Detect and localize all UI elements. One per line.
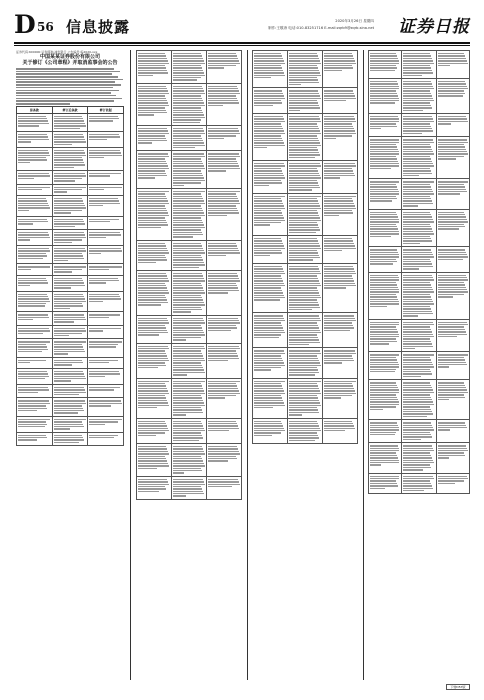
table-cell	[436, 380, 469, 420]
table-cell	[253, 418, 288, 444]
table-cell	[287, 193, 323, 235]
table-cell	[88, 368, 124, 384]
table-row	[17, 384, 124, 398]
masthead-rule-thin	[14, 45, 470, 46]
table-cell	[207, 418, 242, 444]
table-cell	[207, 240, 242, 270]
table-cell	[88, 291, 124, 312]
table-cell	[171, 418, 207, 444]
table-cell	[207, 378, 242, 418]
table-cell	[253, 113, 288, 160]
table-row	[17, 339, 124, 357]
table-cell	[17, 147, 53, 170]
table-row	[17, 312, 124, 326]
table-cell	[52, 246, 88, 264]
table-cell	[17, 264, 53, 275]
page-number: 56	[37, 20, 54, 34]
table-cell	[402, 179, 436, 209]
continuation-stamp: 下转D57版	[446, 684, 470, 690]
table-cell	[52, 113, 88, 131]
table-row	[369, 113, 470, 136]
table-cell	[17, 357, 53, 368]
table-cell	[52, 432, 88, 446]
table-cell	[402, 420, 436, 443]
table-cell	[88, 275, 124, 291]
table-row	[137, 378, 242, 418]
table-cell	[88, 184, 124, 195]
table-row	[369, 179, 470, 209]
table-cell	[436, 179, 469, 209]
table-cell	[253, 263, 288, 312]
table-cell	[436, 272, 469, 319]
table-cell	[88, 131, 124, 147]
table-row	[17, 325, 124, 339]
table-cell	[17, 432, 53, 446]
table-row	[17, 184, 124, 195]
table-cell	[137, 51, 172, 84]
table-row	[253, 348, 358, 378]
table-row	[253, 51, 358, 88]
table-cell	[436, 352, 469, 380]
table-cell	[171, 188, 207, 240]
table-cell	[88, 230, 124, 246]
table-cell	[436, 420, 469, 443]
table-row	[137, 418, 242, 444]
table-row	[137, 315, 242, 343]
column-4	[368, 50, 470, 680]
table-cell	[88, 113, 124, 131]
table-cell	[17, 384, 53, 398]
table-cell	[17, 275, 53, 291]
table-cell	[137, 151, 172, 188]
table-cell	[17, 291, 53, 312]
table-cell	[207, 343, 242, 378]
table-cell	[287, 88, 323, 114]
table-row	[369, 319, 470, 352]
table-row	[137, 151, 242, 188]
table-row	[17, 246, 124, 264]
table-cell	[52, 216, 88, 230]
table-cell	[287, 235, 323, 263]
table-cell	[436, 51, 469, 79]
table-cell	[253, 348, 288, 378]
table-cell	[436, 209, 469, 246]
table-cell	[171, 343, 207, 378]
table-cell	[52, 264, 88, 275]
table-cell	[88, 357, 124, 368]
table-cell	[17, 368, 53, 384]
table-cell	[88, 216, 124, 230]
table-cell	[52, 339, 88, 357]
table-cell	[52, 416, 88, 432]
table-row	[369, 420, 470, 443]
table-cell	[436, 473, 469, 494]
table-cell	[88, 339, 124, 357]
table-cell	[137, 476, 172, 499]
table-cell	[402, 272, 436, 319]
table-cell	[17, 339, 53, 357]
table-cell	[52, 312, 88, 326]
table-cell	[323, 88, 358, 114]
table-cell	[287, 378, 323, 418]
column-1	[16, 50, 124, 680]
table-cell	[52, 398, 88, 416]
table-cell	[207, 151, 242, 188]
amendment-table-cont	[252, 50, 358, 444]
page-letter: D	[14, 10, 36, 39]
table-cell	[369, 137, 402, 179]
amendment-table	[16, 106, 124, 447]
table-cell	[52, 131, 88, 147]
table-row	[137, 83, 242, 125]
table-cell	[436, 78, 469, 113]
table-cell	[436, 319, 469, 352]
table-cell	[17, 131, 53, 147]
table-cell	[207, 476, 242, 499]
table-cell	[402, 247, 436, 273]
table-row	[17, 398, 124, 416]
table-row	[17, 291, 124, 312]
table-row	[137, 476, 242, 499]
table-cell	[171, 83, 207, 125]
table-cell	[17, 398, 53, 416]
table-row	[17, 264, 124, 275]
table-row	[369, 51, 470, 79]
table-cell	[207, 271, 242, 316]
table-cell	[52, 368, 88, 384]
table-cell	[137, 271, 172, 316]
amendment-table-cont	[136, 50, 242, 500]
table-row	[369, 272, 470, 319]
section-title: 信息披露	[66, 18, 131, 36]
table-cell	[137, 343, 172, 378]
table-cell	[52, 230, 88, 246]
table-cell	[369, 319, 402, 352]
table-cell	[369, 352, 402, 380]
table-row	[369, 247, 470, 273]
notice-title: 关于修订《公司章程》并取消监事会的公告	[22, 60, 118, 66]
table-cell	[402, 380, 436, 420]
table-row	[137, 51, 242, 84]
table-row	[369, 137, 470, 179]
table-cell	[369, 51, 402, 79]
table-row	[253, 418, 358, 444]
table-cell	[402, 209, 436, 246]
table-row	[17, 147, 124, 170]
table-row	[17, 357, 124, 368]
table-cell	[207, 83, 242, 125]
table-cell	[207, 444, 242, 477]
table-cell	[17, 230, 53, 246]
table-cell	[171, 315, 207, 343]
table-cell	[207, 51, 242, 84]
table-cell	[137, 188, 172, 240]
table-cell	[402, 443, 436, 473]
table-cell	[436, 137, 469, 179]
table-cell	[369, 247, 402, 273]
table-cell	[369, 179, 402, 209]
table-cell	[253, 88, 288, 114]
table-cell	[287, 348, 323, 378]
table-cell	[253, 378, 288, 418]
table-cell	[52, 325, 88, 339]
table-row	[253, 193, 358, 235]
table-cell	[52, 171, 88, 185]
table-cell	[287, 113, 323, 160]
table-cell	[207, 125, 242, 151]
table-cell	[402, 78, 436, 113]
table-cell	[323, 348, 358, 378]
table-cell	[253, 313, 288, 348]
table-cell	[323, 113, 358, 160]
column-divider	[363, 50, 364, 680]
table-cell	[171, 125, 207, 151]
table-cell	[436, 443, 469, 473]
table-cell	[137, 240, 172, 270]
table-cell	[88, 147, 124, 170]
amendment-table-cont	[368, 50, 470, 494]
table-header-basis: 修订依据	[88, 106, 124, 113]
table-row	[17, 131, 124, 147]
table-cell	[17, 312, 53, 326]
table-row	[17, 113, 124, 131]
table-cell	[171, 240, 207, 270]
table-row	[253, 235, 358, 263]
masthead	[14, 12, 470, 40]
table-cell	[369, 443, 402, 473]
table-row	[137, 444, 242, 477]
table-row	[17, 216, 124, 230]
table-cell	[137, 125, 172, 151]
table-cell	[323, 418, 358, 444]
table-cell	[52, 357, 88, 368]
table-cell	[287, 418, 323, 444]
table-cell	[137, 83, 172, 125]
table-row	[253, 161, 358, 194]
table-cell	[369, 113, 402, 136]
table-cell	[88, 195, 124, 216]
table-cell	[52, 291, 88, 312]
table-header-revised: 修订后条款	[52, 106, 88, 113]
table-row	[137, 188, 242, 240]
table-cell	[253, 161, 288, 194]
table-cell	[323, 263, 358, 312]
table-cell	[52, 384, 88, 398]
table-cell	[88, 312, 124, 326]
table-cell	[323, 161, 358, 194]
table-cell	[52, 147, 88, 170]
table-cell	[369, 380, 402, 420]
table-row	[17, 432, 124, 446]
table-cell	[52, 184, 88, 195]
table-cell	[137, 315, 172, 343]
table-cell	[88, 171, 124, 185]
table-header-original: 原条款	[17, 106, 53, 113]
table-row	[137, 125, 242, 151]
table-cell	[171, 271, 207, 316]
table-cell	[17, 216, 53, 230]
table-cell	[171, 51, 207, 84]
table-row	[253, 113, 358, 160]
table-row	[137, 343, 242, 378]
table-cell	[369, 473, 402, 494]
table-cell	[52, 275, 88, 291]
table-cell	[402, 473, 436, 494]
table-row	[17, 230, 124, 246]
table-cell	[17, 171, 53, 185]
table-cell	[402, 352, 436, 380]
editor-line: 制作:王敬涛 电话:010-83251716 E-mail:zqrb9@zqrb.sina.net	[267, 26, 374, 30]
table-cell	[369, 209, 402, 246]
column-divider	[247, 50, 248, 680]
table-cell	[287, 313, 323, 348]
table-row	[137, 240, 242, 270]
column-2	[136, 50, 242, 680]
table-cell	[287, 263, 323, 312]
table-cell	[323, 51, 358, 88]
table-cell	[253, 193, 288, 235]
table-cell	[137, 418, 172, 444]
table-row	[253, 263, 358, 312]
table-cell	[137, 444, 172, 477]
table-cell	[52, 195, 88, 216]
table-cell	[207, 315, 242, 343]
table-cell	[17, 184, 53, 195]
table-cell	[402, 51, 436, 79]
table-cell	[323, 235, 358, 263]
table-cell	[323, 313, 358, 348]
table-row	[369, 209, 470, 246]
table-row	[17, 368, 124, 384]
table-cell	[88, 264, 124, 275]
table-row	[369, 473, 470, 494]
column-divider	[130, 50, 131, 680]
table-cell	[88, 325, 124, 339]
table-cell	[17, 246, 53, 264]
table-cell	[369, 272, 402, 319]
table-row	[253, 313, 358, 348]
table-row	[17, 171, 124, 185]
table-row	[369, 380, 470, 420]
table-cell	[88, 432, 124, 446]
table-cell	[323, 193, 358, 235]
table-row	[17, 275, 124, 291]
table-cell	[253, 235, 288, 263]
table-cell	[137, 378, 172, 418]
table-row	[253, 378, 358, 418]
table-row	[17, 195, 124, 216]
table-cell	[88, 246, 124, 264]
table-cell	[402, 113, 436, 136]
table-row	[253, 88, 358, 114]
table-cell	[323, 378, 358, 418]
table-cell	[369, 420, 402, 443]
table-cell	[88, 416, 124, 432]
masthead-rule	[14, 42, 470, 44]
table-cell	[436, 247, 469, 273]
table-cell	[88, 398, 124, 416]
table-cell	[402, 137, 436, 179]
table-cell	[88, 384, 124, 398]
table-row	[369, 352, 470, 380]
table-cell	[171, 476, 207, 499]
intro-text	[16, 68, 124, 105]
column-3	[252, 50, 358, 680]
table-row	[369, 443, 470, 473]
table-cell	[171, 151, 207, 188]
table-row	[369, 78, 470, 113]
table-cell	[287, 51, 323, 88]
table-cell	[17, 195, 53, 216]
table-cell	[253, 51, 288, 88]
table-cell	[436, 113, 469, 136]
table-cell	[17, 416, 53, 432]
date-line: 2020年3月26日 星期四	[335, 19, 374, 23]
table-cell	[17, 113, 53, 131]
paper-name: 证券日报	[398, 17, 470, 37]
table-cell	[171, 378, 207, 418]
company-name: 中国某某证券股份有限公司	[39, 54, 100, 60]
header-meta: 证券代码:600000 证券简称:浦发银行 公告编号:临2020-xxx	[16, 50, 98, 54]
table-row	[17, 416, 124, 432]
table-cell	[17, 325, 53, 339]
table-cell	[287, 161, 323, 194]
table-row	[137, 271, 242, 316]
table-cell	[402, 319, 436, 352]
table-cell	[207, 188, 242, 240]
table-cell	[369, 78, 402, 113]
table-cell	[171, 444, 207, 477]
